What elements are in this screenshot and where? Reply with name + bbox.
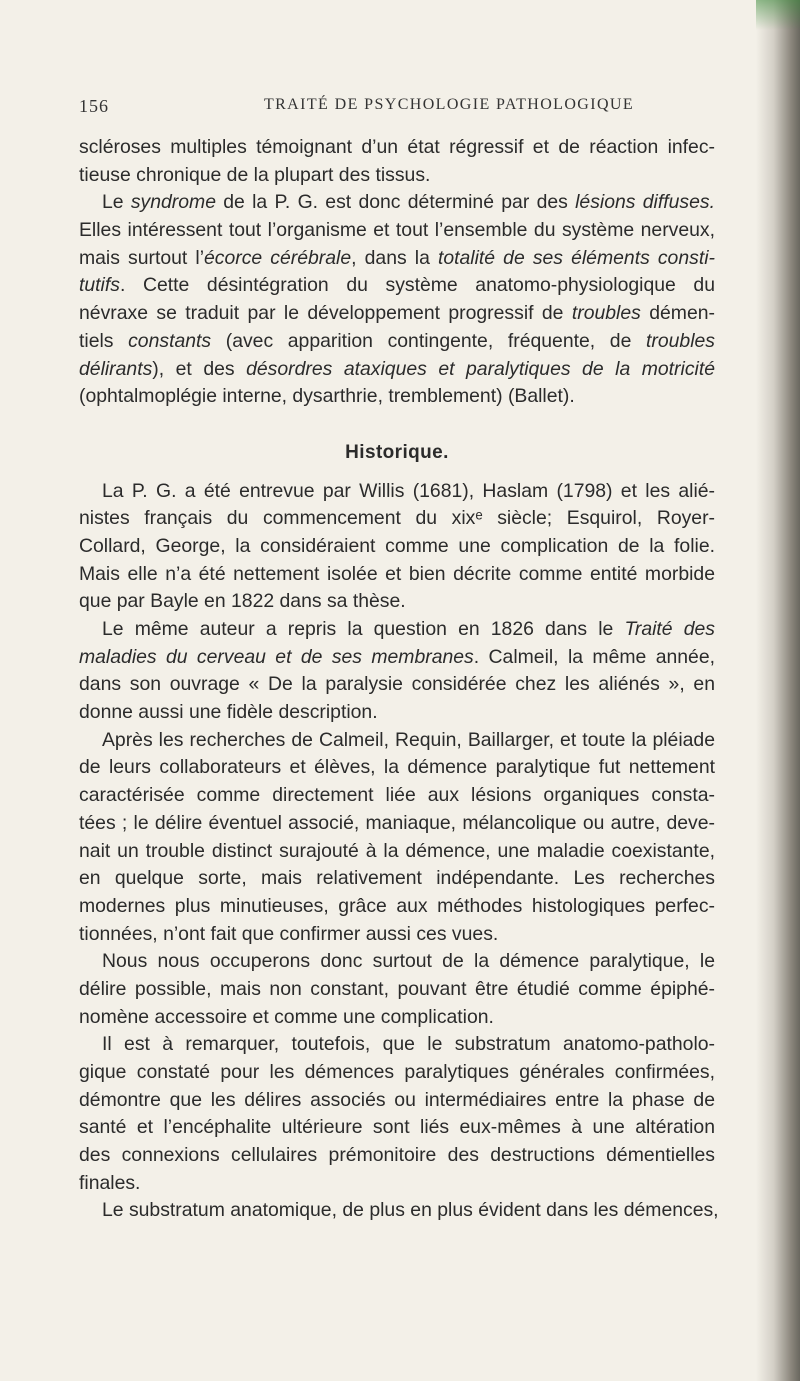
italic-phrase: maladies du cerveau et de ses membranes: [79, 645, 474, 668]
text-line: caractérisée comme directement liée aux lésions organiques consta-: [79, 784, 715, 807]
text-line: modernes plus minutieuses, grâce aux méthodes histologiques perfec-: [79, 894, 715, 917]
italic-phrase: délirants: [79, 357, 153, 380]
page-edge-stain: [756, 0, 800, 30]
text-line: Nous nous occuperons donc surtout de la démence paralytique, le: [102, 950, 715, 973]
page-header: [79, 96, 709, 122]
text-line: délire possible, mais non constant, pouvant être étudié comme épiphé-: [79, 977, 715, 1000]
text-line: nait un trouble distinct surajouté à la démence, une maladie coexistante,: [79, 839, 715, 862]
paragraph-historique: [79, 478, 719, 1226]
text-line: Le syndrome de la P. G. est donc déterminé par des lésions diffuses.: [102, 191, 715, 214]
italic-phrase: Traité des: [624, 618, 715, 640]
text-line: tieuse chronique de la plupart des tissus.: [79, 163, 431, 186]
italic-phrase: syndrome: [130, 191, 216, 214]
text-line: tutifs. Cette désintégration du système anatomo-physiologique du: [79, 274, 715, 297]
text-line: tionnées, n’ont fait que confirmer aussi ces vues.: [79, 922, 499, 945]
text-line: tiels constants (avec apparition contingente, fréquente, de troubles: [79, 329, 715, 352]
text-line: gique constaté pour les démences paralytiques générales confirmées,: [79, 1061, 715, 1083]
paragraph-syndrome: [79, 189, 715, 411]
text-line: Mais elle n’a été nettement isolée et bien décrite comme entité morbide: [79, 562, 715, 585]
page-number: 156: [79, 96, 109, 116]
italic-phrase: tutifs: [79, 274, 120, 297]
text-line: Elles intéressent tout l’organisme et tout l’ensemble du système nerveux,: [79, 219, 715, 242]
italic-phrase: écorce cérébrale: [204, 246, 352, 269]
text-line: donne aussi une fidèle description.: [79, 701, 378, 724]
italic-phrase: constants: [128, 329, 212, 352]
section-heading: Historique.: [345, 441, 449, 463]
text-line: en quelque sorte, mais relativement indépendante. Les recherches: [79, 867, 715, 890]
italic-phrase: totalité de ses éléments consti-: [437, 246, 715, 269]
italic-phrase: troubles: [571, 302, 641, 325]
italic-phrase: désordres ataxiques et paralytiques de la motricité: [246, 357, 715, 380]
text-line: Le substratum anatomique, de plus en plus évident dans les démences,: [102, 1199, 719, 1222]
text-line: que par Bayle en 1822 dans sa thèse.: [79, 590, 406, 613]
text-line: nistes français du commencement du xixᵉ siècle; Esquirol, Royer-: [79, 507, 715, 530]
text-line: nomène accessoire et comme une complication.: [79, 1005, 494, 1028]
text-line: des connexions cellulaires prémonitoire des destructions démentielles: [79, 1144, 715, 1167]
text-line: dans son ouvrage « De la paralysie considérée chez les aliénés », en: [79, 673, 715, 696]
text-line: (ophtalmoplégie interne, dysarthrie, tremblement) (Ballet).: [79, 385, 575, 408]
italic-phrase: lésions diffuses.: [575, 191, 715, 214]
page-edge-shadow: [756, 0, 800, 1381]
text-line: Le même auteur a repris la question en 1826 dans le Traité des: [102, 618, 715, 640]
text-line: maladies du cerveau et de ses membranes. Calmeil, la même année,: [79, 645, 715, 668]
text-line: démontre que les délires associés ou intermédiaires entre la phase de: [79, 1088, 715, 1111]
page-body: [79, 134, 719, 1225]
text-line: scléroses multiples témoignant d’un état régressif et de réaction infec-: [79, 136, 715, 158]
running-head: TRAITÉ DE PSYCHOLOGIE PATHOLOGIQUE: [263, 96, 635, 113]
text-line: santé et l’encéphalite ultérieure sont liés eux-mêmes à une altération: [79, 1116, 715, 1139]
text-line: La P. G. a été entrevue par Willis (1681), Haslam (1798) et les alié-: [102, 479, 715, 502]
text-line: tées ; le délire éventuel associé, maniaque, mélancolique ou autre, deve-: [79, 811, 715, 834]
text-line: Collard, George, la considéraient comme une complication de la folie.: [79, 534, 715, 557]
text-line: mais surtout l’écorce cérébrale, dans la totalité de ses éléments consti-: [79, 246, 715, 269]
text-line: Après les recherches de Calmeil, Requin, Baillarger, et toute la pléiade: [102, 728, 715, 751]
text-line: de leurs collaborateurs et élèves, la démence paralytique fut nettement: [79, 756, 715, 779]
italic-phrase: troubles: [646, 329, 715, 352]
text-line: finales.: [79, 1171, 141, 1194]
text-line: névraxe se traduit par le développement progressif de troubles démen-: [79, 302, 715, 325]
text-line: délirants), et des désordres ataxiques et paralytiques de la motricité: [79, 357, 715, 380]
text-line: Il est à remarquer, toutefois, que le substratum anatomo-patholo-: [102, 1033, 715, 1056]
